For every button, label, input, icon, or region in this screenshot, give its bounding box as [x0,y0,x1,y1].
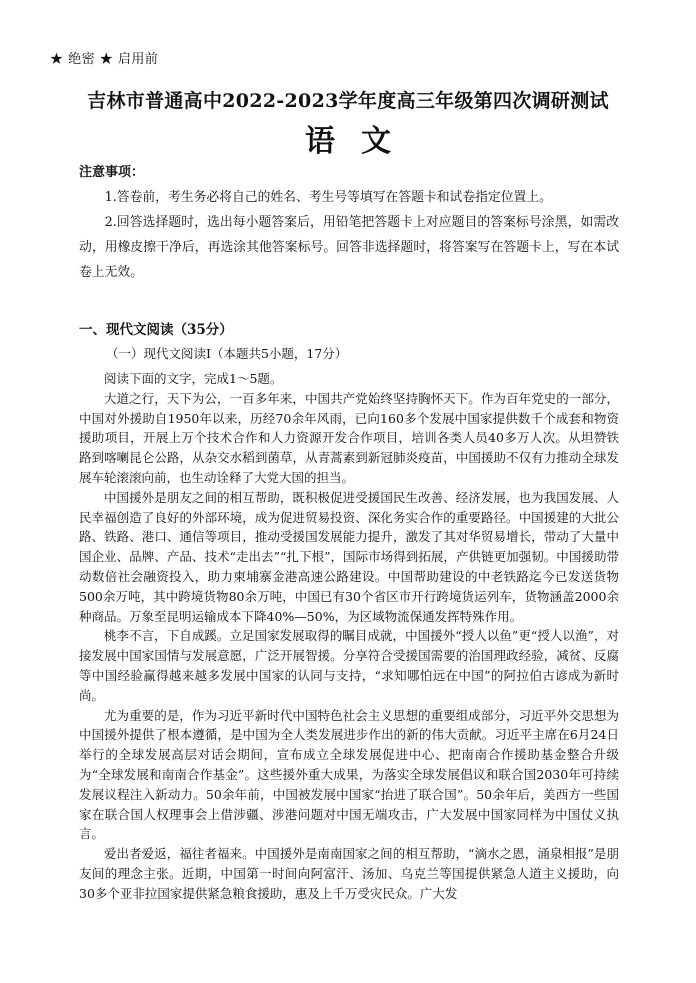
paragraph: 大道之行，天下为公，一百多年来，中国共产党始终坚持胸怀天下。作为百年党史的一部分，中国对外援助自1950年以来，历经70余年风雨，已向160多个发展中国家提供数千个成套和物资援助项目，开展上万个技术合作和人力资源开发合作项目，培训各类人员40多万人次。从坦赞铁路到喀喇昆仑公路，从杂交水稻到菌草，从青蒿素到新冠肺炎疫苗，中国援助不仅有力推动全球发展车轮滚滚向前，也生动诠释了大党大国的担当。 [79,390,619,485]
section-heading: 一、现代文阅读（35分） [79,322,233,338]
paragraph: 尤为重要的是，作为习近平新时代中国特色社会主义思想的重要组成部分，习近平外交思想为中国援外提供了根本遵循，是中国为全人类发展进步作出的新的伟大贡献。习近平主席在6月24日举行的全球发展高层对话会期间，宣布成立全球发展促进中心、把南南合作援助基金整合升级为“全球发展和南南合作基金”。这些援外重大成果，为落实全球发展倡议和联合国2030年可持续发展议程注入新动力。50余年前，中国被发展中国家“抬进了联合国”。50余年后，美西方一些国家在联合国人权理事会上借涉疆、涉港问题对中国无端攻击，广大发展中国家同样为中国仗义执言。 [79,707,619,842]
subject-title: 语文 [305,124,417,159]
reading-passage [79,369,619,904]
paragraph: 爱出者爱返，福往者福来。中国援外是南南国家之间的相互帮助，“滴水之恩，涌泉相报”是朋友间的理念主张。近期，中国第一时间向阿富汗、汤加、乌克兰等国提供紧急人道主义援助，向30多个亚非拉国家提供紧急粮食援助，惠及上千万受灾民众。广大发 [79,846,619,901]
sub-section-heading: （一）现代文阅读Ⅰ（本题共5小题，17分） [106,346,348,361]
notice-heading: 注意事项： [79,165,145,180]
paragraph: 桃李不言，下自成蹊。立足国家发展取得的瞩目成就，中国援外“授人以鱼”更“授人以渔”，对接发展中国家国情与发展意愿，广泛开展智援。分享符合受援国需要的治国理政经验，减贫、反腐等中国经验赢得越来越多发展中国家的认同与支持，“求知哪怕远在中国”的阿拉伯古谚成为新时尚。 [79,628,619,703]
paragraph: 中国援外是朋友之间的相互帮助，既积极促进受援国民生改善、经济发展，也为我国发展、人民幸福创造了良好的外部环境，成为促进贸易投资、深化务实合作的重要路径。中国援建的大批公路、铁路、港口、通信等项目，推动受援国发展能力提升，激发了其对华贸易增长，带动了大量中国企业、品牌、产品、技术“走出去”“扎下根”，国际市场得到拓展，产供链更加强韧。中国援助带动数倍社会融资投入，助力柬埔寨金港高速公路建设。中国帮助建设的中老铁路迄今已发送货物500余万吨，其中跨境货物80余万吨，中国已有30个省区市开行跨境货运列车，货物涵盖2000余种商品。万象至昆明运输成本下降40%—50%，为区域物流保通发挥特殊作用。 [79,489,619,624]
confidential-mark: ★ 绝密 ★ 启用前 [50,52,159,67]
notice-block [79,185,619,285]
instruction: 阅读下面的文字，完成1～5题。 [104,371,283,386]
notice-item: 2.回答选择题时，选出每小题答案后，用铅笔把答题卡上对应题目的答案标号涂黑，如需改动，用橡皮擦干净后，再选涂其他答案标号。回答非选择题时，将答案写在答题卡上，写在本试卷上无效。 [79,215,619,280]
exam-title: 吉林市普通高中2022-2023学年度高三年级第四次调研测试 [87,90,609,112]
notice-item: 1.答卷前，考生务必将自己的姓名、考生号等填写在答题卡和试卷指定位置上。 [104,190,552,205]
